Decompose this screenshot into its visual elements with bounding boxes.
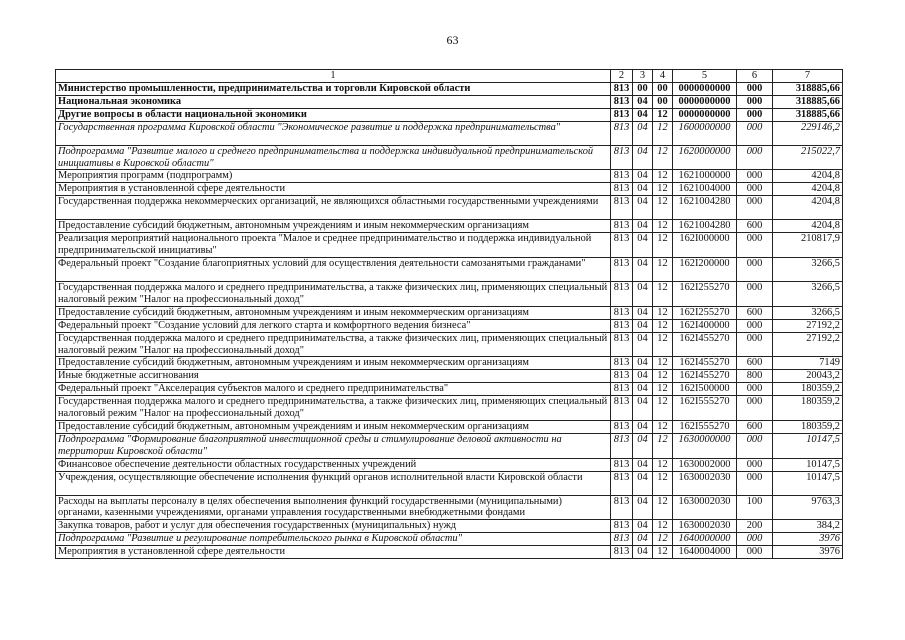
row-name-cell: Мероприятия в установленной сфере деятельности bbox=[56, 183, 611, 196]
row-target-article-cell: 162I400000 bbox=[673, 319, 737, 332]
row-name-cell: Федеральный проект "Акселерация субъектов малого и среднего предпринимательства" bbox=[56, 383, 611, 396]
row-expense-type-cell: 000 bbox=[737, 170, 773, 183]
row-amount-cell: 180359,2 bbox=[773, 420, 843, 433]
row-section-cell: 04 bbox=[633, 383, 653, 396]
row-target-article-cell: 162I200000 bbox=[673, 257, 737, 281]
table-row bbox=[56, 433, 843, 458]
row-target-article-cell: 1630000000 bbox=[673, 433, 737, 458]
row-section-cell: 04 bbox=[633, 220, 653, 233]
row-grbs-cell: 813 bbox=[611, 121, 633, 145]
row-expense-type-cell: 000 bbox=[737, 319, 773, 332]
row-expense-type-cell: 600 bbox=[737, 306, 773, 319]
row-name-cell: Предоставление субсидий бюджетным, автономным учреждениям и иным некоммерческим организациям bbox=[56, 420, 611, 433]
table-row bbox=[56, 319, 843, 332]
header-cell-amount: 7 bbox=[773, 70, 843, 83]
row-name-cell: Мероприятия в установленной сфере деятельности bbox=[56, 546, 611, 559]
table-row bbox=[56, 458, 843, 471]
row-expense-type-cell: 600 bbox=[737, 357, 773, 370]
table-row bbox=[56, 170, 843, 183]
row-expense-type-cell: 000 bbox=[737, 383, 773, 396]
row-expense-type-cell: 000 bbox=[737, 108, 773, 121]
table-row bbox=[56, 383, 843, 396]
row-grbs-cell: 813 bbox=[611, 495, 633, 520]
row-target-article-cell: 162I455270 bbox=[673, 370, 737, 383]
row-amount-cell: 215022,7 bbox=[773, 145, 843, 170]
row-amount-cell: 4204,8 bbox=[773, 183, 843, 196]
row-section-cell: 04 bbox=[633, 170, 653, 183]
row-subsection-cell: 12 bbox=[653, 319, 673, 332]
table-row bbox=[56, 420, 843, 433]
row-amount-cell: 7149 bbox=[773, 357, 843, 370]
header-cell-grbs: 2 bbox=[611, 70, 633, 83]
row-target-article-cell: 162I255270 bbox=[673, 306, 737, 319]
row-grbs-cell: 813 bbox=[611, 533, 633, 546]
row-name-cell: Государственная поддержка малого и среднего предпринимательства, а также физических лиц, применяющих специальный налоговый режим "Налог на профессиональный доход" bbox=[56, 396, 611, 421]
row-subsection-cell: 00 bbox=[653, 82, 673, 95]
table-row bbox=[56, 233, 843, 258]
row-amount-cell: 10147,5 bbox=[773, 471, 843, 495]
row-subsection-cell: 12 bbox=[653, 383, 673, 396]
row-expense-type-cell: 000 bbox=[737, 82, 773, 95]
table-row bbox=[56, 196, 843, 220]
row-section-cell: 04 bbox=[633, 420, 653, 433]
table-row bbox=[56, 183, 843, 196]
row-grbs-cell: 813 bbox=[611, 257, 633, 281]
row-target-article-cell: 1620000000 bbox=[673, 145, 737, 170]
table-row bbox=[56, 495, 843, 520]
row-subsection-cell: 12 bbox=[653, 546, 673, 559]
row-section-cell: 04 bbox=[633, 183, 653, 196]
row-subsection-cell: 12 bbox=[653, 520, 673, 533]
table-row bbox=[56, 281, 843, 306]
table-row bbox=[56, 306, 843, 319]
row-name-cell: Мероприятия программ (подпрограмм) bbox=[56, 170, 611, 183]
row-grbs-cell: 813 bbox=[611, 396, 633, 421]
row-name-cell: Предоставление субсидий бюджетным, автономным учреждениям и иным некоммерческим организациям bbox=[56, 306, 611, 319]
row-section-cell: 04 bbox=[633, 233, 653, 258]
table-row bbox=[56, 546, 843, 559]
row-expense-type-cell: 000 bbox=[737, 546, 773, 559]
row-target-article-cell: 0000000000 bbox=[673, 82, 737, 95]
row-grbs-cell: 813 bbox=[611, 520, 633, 533]
row-amount-cell: 318885,66 bbox=[773, 108, 843, 121]
row-name-cell: Национальная экономика bbox=[56, 95, 611, 108]
row-name-cell: Учреждения, осуществляющие обеспечение исполнения функций органов исполнительной власти Кировской области bbox=[56, 471, 611, 495]
row-target-article-cell: 1630002000 bbox=[673, 458, 737, 471]
row-section-cell: 04 bbox=[633, 357, 653, 370]
row-expense-type-cell: 000 bbox=[737, 95, 773, 108]
row-expense-type-cell: 000 bbox=[737, 257, 773, 281]
row-expense-type-cell: 000 bbox=[737, 121, 773, 145]
table-header-row bbox=[56, 70, 843, 83]
row-name-cell: Другие вопросы в области национальной экономики bbox=[56, 108, 611, 121]
row-target-article-cell: 1621004280 bbox=[673, 220, 737, 233]
row-grbs-cell: 813 bbox=[611, 281, 633, 306]
row-section-cell: 04 bbox=[633, 546, 653, 559]
row-section-cell: 04 bbox=[633, 471, 653, 495]
row-name-cell: Финансовое обеспечение деятельности областных государственных учреждений bbox=[56, 458, 611, 471]
row-target-article-cell: 1621004280 bbox=[673, 196, 737, 220]
row-target-article-cell: 1630002030 bbox=[673, 495, 737, 520]
budget-table-body bbox=[56, 70, 843, 559]
row-target-article-cell: 1600000000 bbox=[673, 121, 737, 145]
row-section-cell: 04 bbox=[633, 396, 653, 421]
row-grbs-cell: 813 bbox=[611, 233, 633, 258]
row-amount-cell: 180359,2 bbox=[773, 383, 843, 396]
row-grbs-cell: 813 bbox=[611, 471, 633, 495]
table-row bbox=[56, 220, 843, 233]
row-grbs-cell: 813 bbox=[611, 170, 633, 183]
row-grbs-cell: 813 bbox=[611, 433, 633, 458]
row-subsection-cell: 12 bbox=[653, 196, 673, 220]
row-expense-type-cell: 200 bbox=[737, 520, 773, 533]
row-amount-cell: 4204,8 bbox=[773, 170, 843, 183]
row-name-cell: Федеральный проект "Создание условий для легкого старта и комфортного ведения бизнеса" bbox=[56, 319, 611, 332]
table-row bbox=[56, 396, 843, 421]
row-subsection-cell: 12 bbox=[653, 332, 673, 357]
row-subsection-cell: 12 bbox=[653, 306, 673, 319]
row-target-article-cell: 1621004000 bbox=[673, 183, 737, 196]
row-grbs-cell: 813 bbox=[611, 220, 633, 233]
row-target-article-cell: 1630002030 bbox=[673, 471, 737, 495]
row-name-cell: Федеральный проект "Создание благоприятных условий для осуществления деятельности самозанятыми гражданами" bbox=[56, 257, 611, 281]
header-cell-section: 3 bbox=[633, 70, 653, 83]
row-subsection-cell: 12 bbox=[653, 170, 673, 183]
table-row bbox=[56, 332, 843, 357]
row-name-cell: Министерство промышленности, предпринимательства и торговли Кировской области bbox=[56, 82, 611, 95]
row-target-article-cell: 0000000000 bbox=[673, 95, 737, 108]
row-expense-type-cell: 000 bbox=[737, 396, 773, 421]
row-subsection-cell: 12 bbox=[653, 370, 673, 383]
row-name-cell: Расходы на выплаты персоналу в целях обеспечения выполнения функций государственными (муниципальными) органами, казенными учреждениями, органами управления государственными внебюджетными фондами bbox=[56, 495, 611, 520]
row-amount-cell: 3976 bbox=[773, 533, 843, 546]
row-section-cell: 04 bbox=[633, 121, 653, 145]
table-row bbox=[56, 145, 843, 170]
row-name-cell: Закупка товаров, работ и услуг для обеспечения государственных (муниципальных) нужд bbox=[56, 520, 611, 533]
table-row bbox=[56, 520, 843, 533]
row-subsection-cell: 12 bbox=[653, 433, 673, 458]
row-target-article-cell: 162I500000 bbox=[673, 383, 737, 396]
row-subsection-cell: 12 bbox=[653, 233, 673, 258]
row-amount-cell: 4204,8 bbox=[773, 220, 843, 233]
row-amount-cell: 384,2 bbox=[773, 520, 843, 533]
row-subsection-cell: 12 bbox=[653, 108, 673, 121]
row-section-cell: 04 bbox=[633, 458, 653, 471]
row-section-cell: 04 bbox=[633, 108, 653, 121]
row-subsection-cell: 00 bbox=[653, 95, 673, 108]
row-grbs-cell: 813 bbox=[611, 319, 633, 332]
row-name-cell: Подпрограмма "Развитие малого и среднего предпринимательства и поддержка индивидуальной предпринимательской инициативы в Кировской области" bbox=[56, 145, 611, 170]
row-grbs-cell: 813 bbox=[611, 370, 633, 383]
row-grbs-cell: 813 bbox=[611, 306, 633, 319]
row-section-cell: 04 bbox=[633, 332, 653, 357]
row-amount-cell: 9763,3 bbox=[773, 495, 843, 520]
row-expense-type-cell: 600 bbox=[737, 220, 773, 233]
row-expense-type-cell: 000 bbox=[737, 332, 773, 357]
row-expense-type-cell: 000 bbox=[737, 533, 773, 546]
row-expense-type-cell: 000 bbox=[737, 433, 773, 458]
row-expense-type-cell: 000 bbox=[737, 471, 773, 495]
row-target-article-cell: 162I455270 bbox=[673, 332, 737, 357]
row-amount-cell: 3266,5 bbox=[773, 306, 843, 319]
table-row bbox=[56, 471, 843, 495]
row-grbs-cell: 813 bbox=[611, 420, 633, 433]
row-expense-type-cell: 000 bbox=[737, 196, 773, 220]
row-expense-type-cell: 100 bbox=[737, 495, 773, 520]
row-section-cell: 04 bbox=[633, 145, 653, 170]
row-subsection-cell: 12 bbox=[653, 420, 673, 433]
row-grbs-cell: 813 bbox=[611, 458, 633, 471]
row-section-cell: 04 bbox=[633, 433, 653, 458]
row-section-cell: 04 bbox=[633, 495, 653, 520]
row-grbs-cell: 813 bbox=[611, 183, 633, 196]
row-target-article-cell: 162I000000 bbox=[673, 233, 737, 258]
budget-table bbox=[55, 69, 843, 559]
row-subsection-cell: 12 bbox=[653, 471, 673, 495]
row-target-article-cell: 1640000000 bbox=[673, 533, 737, 546]
row-grbs-cell: 813 bbox=[611, 196, 633, 220]
row-expense-type-cell: 000 bbox=[737, 458, 773, 471]
row-amount-cell: 210817,9 bbox=[773, 233, 843, 258]
row-subsection-cell: 12 bbox=[653, 495, 673, 520]
row-expense-type-cell: 000 bbox=[737, 281, 773, 306]
row-subsection-cell: 12 bbox=[653, 281, 673, 306]
row-grbs-cell: 813 bbox=[611, 82, 633, 95]
row-name-cell: Иные бюджетные ассигнования bbox=[56, 370, 611, 383]
row-subsection-cell: 12 bbox=[653, 357, 673, 370]
header-cell-name: 1 bbox=[56, 70, 611, 83]
row-subsection-cell: 12 bbox=[653, 458, 673, 471]
row-grbs-cell: 813 bbox=[611, 332, 633, 357]
row-section-cell: 00 bbox=[633, 82, 653, 95]
row-grbs-cell: 813 bbox=[611, 546, 633, 559]
row-amount-cell: 318885,66 bbox=[773, 95, 843, 108]
row-name-cell: Подпрограмма "Развитие и регулирование потребительского рынка в Кировской области" bbox=[56, 533, 611, 546]
row-subsection-cell: 12 bbox=[653, 121, 673, 145]
row-amount-cell: 20043,2 bbox=[773, 370, 843, 383]
table-row bbox=[56, 357, 843, 370]
row-amount-cell: 3266,5 bbox=[773, 257, 843, 281]
row-section-cell: 04 bbox=[633, 196, 653, 220]
row-expense-type-cell: 000 bbox=[737, 145, 773, 170]
row-target-article-cell: 0000000000 bbox=[673, 108, 737, 121]
row-subsection-cell: 12 bbox=[653, 220, 673, 233]
row-section-cell: 04 bbox=[633, 306, 653, 319]
row-target-article-cell: 162I555270 bbox=[673, 396, 737, 421]
row-section-cell: 04 bbox=[633, 520, 653, 533]
row-target-article-cell: 162I555270 bbox=[673, 420, 737, 433]
row-subsection-cell: 12 bbox=[653, 257, 673, 281]
row-expense-type-cell: 600 bbox=[737, 420, 773, 433]
row-name-cell: Предоставление субсидий бюджетным, автономным учреждениям и иным некоммерческим организациям bbox=[56, 220, 611, 233]
row-target-article-cell: 162I455270 bbox=[673, 357, 737, 370]
row-subsection-cell: 12 bbox=[653, 533, 673, 546]
table-row bbox=[56, 95, 843, 108]
row-section-cell: 04 bbox=[633, 319, 653, 332]
row-grbs-cell: 813 bbox=[611, 145, 633, 170]
row-grbs-cell: 813 bbox=[611, 383, 633, 396]
row-expense-type-cell: 800 bbox=[737, 370, 773, 383]
row-name-cell: Подпрограмма "Формирование благоприятной инвестиционной среды и стимулирование деловой активности на территории Кировской области" bbox=[56, 433, 611, 458]
table-row bbox=[56, 121, 843, 145]
row-section-cell: 04 bbox=[633, 95, 653, 108]
row-name-cell: Государственная поддержка малого и среднего предпринимательства, а также физических лиц, применяющих специальный налоговый режим "Налог на профессиональный доход" bbox=[56, 281, 611, 306]
table-row bbox=[56, 370, 843, 383]
row-section-cell: 04 bbox=[633, 533, 653, 546]
row-target-article-cell: 1640004000 bbox=[673, 546, 737, 559]
row-amount-cell: 318885,66 bbox=[773, 82, 843, 95]
row-amount-cell: 3976 bbox=[773, 546, 843, 559]
table-row bbox=[56, 108, 843, 121]
row-amount-cell: 3266,5 bbox=[773, 281, 843, 306]
row-grbs-cell: 813 bbox=[611, 108, 633, 121]
row-amount-cell: 10147,5 bbox=[773, 458, 843, 471]
row-expense-type-cell: 000 bbox=[737, 233, 773, 258]
row-target-article-cell: 1630002030 bbox=[673, 520, 737, 533]
row-amount-cell: 10147,5 bbox=[773, 433, 843, 458]
header-cell-subsection: 4 bbox=[653, 70, 673, 83]
row-grbs-cell: 813 bbox=[611, 357, 633, 370]
header-cell-target-article: 5 bbox=[673, 70, 737, 83]
row-subsection-cell: 12 bbox=[653, 145, 673, 170]
row-target-article-cell: 162I255270 bbox=[673, 281, 737, 306]
row-amount-cell: 27192,2 bbox=[773, 332, 843, 357]
row-name-cell: Государственная программа Кировской области "Экономическое развитие и поддержка предпринимательства" bbox=[56, 121, 611, 145]
table-row bbox=[56, 533, 843, 546]
header-cell-expense-type: 6 bbox=[737, 70, 773, 83]
page-number: 63 bbox=[446, 33, 459, 47]
row-section-cell: 04 bbox=[633, 281, 653, 306]
row-section-cell: 04 bbox=[633, 370, 653, 383]
row-name-cell: Государственная поддержка малого и среднего предпринимательства, а также физических лиц, применяющих специальный налоговый режим "Налог на профессиональный доход" bbox=[56, 332, 611, 357]
row-amount-cell: 27192,2 bbox=[773, 319, 843, 332]
table-row bbox=[56, 257, 843, 281]
row-expense-type-cell: 000 bbox=[737, 183, 773, 196]
row-target-article-cell: 1621000000 bbox=[673, 170, 737, 183]
row-amount-cell: 180359,2 bbox=[773, 396, 843, 421]
row-name-cell: Государственная поддержка некоммерческих организаций, не являющихся областными государственными учреждениями bbox=[56, 196, 611, 220]
row-name-cell: Предоставление субсидий бюджетным, автономным учреждениям и иным некоммерческим организациям bbox=[56, 357, 611, 370]
row-section-cell: 04 bbox=[633, 257, 653, 281]
row-grbs-cell: 813 bbox=[611, 95, 633, 108]
row-subsection-cell: 12 bbox=[653, 396, 673, 421]
row-amount-cell: 229146,2 bbox=[773, 121, 843, 145]
table-row bbox=[56, 82, 843, 95]
row-name-cell: Реализация мероприятий национального проекта "Малое и среднее предпринимательство и поддержка индивидуальной предпринимательской инициативы" bbox=[56, 233, 611, 258]
row-amount-cell: 4204,8 bbox=[773, 196, 843, 220]
row-subsection-cell: 12 bbox=[653, 183, 673, 196]
